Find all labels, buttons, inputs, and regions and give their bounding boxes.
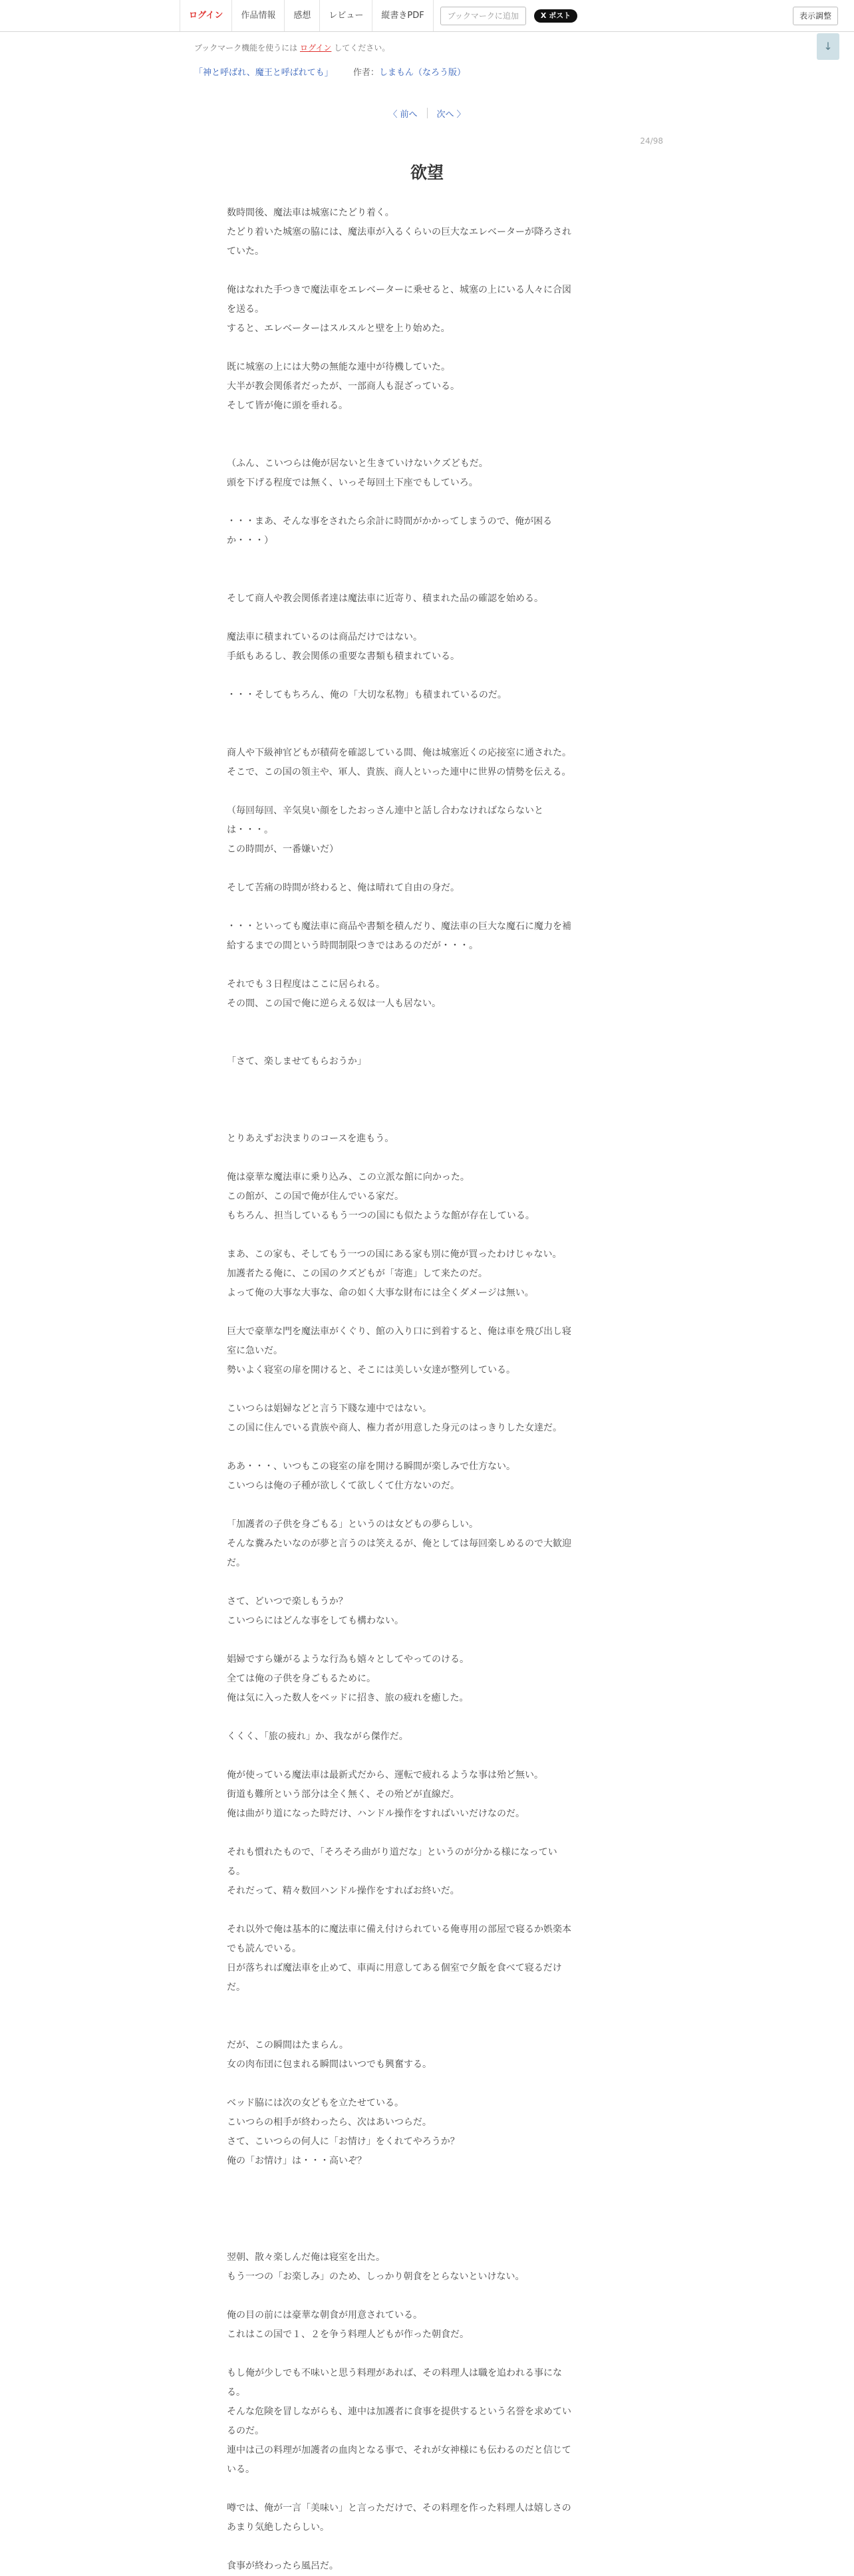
body-line: は・・・。 — [227, 825, 273, 835]
chapter-title: 欲望 — [410, 163, 444, 182]
body-line — [227, 1380, 626, 1399]
body-line — [227, 1747, 626, 1766]
body-line: とりあえずお決まりのコースを進もう。 — [227, 1133, 394, 1144]
body-line — [227, 1573, 626, 1592]
body-line: それでも３日程度はここに居られる。 — [227, 979, 385, 990]
body-line — [227, 2075, 626, 2094]
body-line: 給するまでの間という時間制限つきではあるのだが・・・。 — [227, 940, 478, 951]
body-line: 「加護者の子供を身ごもる」というのは女どもの夢らしい。 — [227, 1519, 478, 1530]
body-line: もう一つの「お楽しみ」のため、しっかり朝食をとらないといけない。 — [227, 2271, 525, 2282]
body-line — [227, 1824, 626, 1843]
body-line — [227, 551, 626, 570]
body-line: 俺の目の前には豪華な朝食が用意されている。 — [227, 2310, 422, 2321]
body-line: 俺の「お情け」は・・・高いぞ？ — [227, 2156, 366, 2166]
body-line: 大半が教会関係者だったが、一部商人も混ざっている。 — [227, 381, 460, 392]
body-line: それだって、精々数回ハンドル操作をすればお終いだ。 — [227, 1886, 460, 1896]
body-line: 街道も難所という部分は全く無く、その殆どが直線だ。 — [227, 1789, 460, 1800]
body-line: でも読んでいる。 — [227, 1943, 301, 1954]
body-line: すると、エレベーターはスルスルと壁を上り始めた。 — [227, 323, 450, 334]
body-line: いる。 — [227, 2464, 255, 2475]
body-line — [227, 1091, 626, 1110]
body-line: 商人や下級神官どもが積荷を確認している間、俺は城塞近くの応接室に通された。 — [227, 748, 571, 758]
author-link[interactable]: しまもん（なろう版） — [378, 68, 466, 78]
body-line: そして苦痛の時間が終わると、俺は晴れて自由の身だ。 — [227, 883, 460, 893]
body-line: こいつらは俺の子種が欲しくて欲しくて仕方ないのだ。 — [227, 1481, 460, 1491]
body-line — [227, 2537, 626, 2557]
body-line — [227, 2017, 626, 2036]
body-line: それも慣れたもので、「そろそろ曲がり道だな」というのが分かる様になってい — [227, 1847, 557, 1858]
body-line — [227, 1014, 626, 1033]
body-line: 女の肉布団に包まれる瞬間はいつでも興奮する。 — [227, 2059, 432, 2070]
body-line: 頭を下げる程度では無く、いっそ毎回土下座でもしていろ。 — [227, 478, 478, 488]
prev-chapter-link[interactable]: 〈 前へ — [388, 109, 418, 120]
body-line: だ。 — [227, 1558, 245, 1568]
body-line: る。 — [227, 2387, 245, 2398]
body-line: ああ・・・、いつもこの寝室の扉を開ける瞬間が楽しみで仕方ない。 — [227, 1461, 515, 1472]
body-line — [227, 1033, 626, 1052]
body-line: たどり着いた城塞の脇には、魔法車が入るくらいの巨大なエレベーターが降ろされ — [227, 227, 571, 237]
body-line: 巨大で豪華な門を魔法車がくぐり、館の入り口に到着すると、俺は車を飛び出し寝 — [227, 1326, 571, 1337]
work-title-link[interactable]: 「神と呼ばれ、魔王と呼ばれても」 — [194, 68, 333, 78]
body-line — [227, 1901, 626, 1920]
body-line: この国に住んでいる貴族や商人、権力者が用意した身元のはっきりした女達だ。 — [227, 1423, 562, 1433]
body-line — [227, 2171, 626, 2190]
body-line — [227, 1708, 626, 1727]
notice-suffix: してください。 — [331, 43, 390, 53]
body-line: （ふん、こいつらは俺が居ないと生きていけないクズどもだ。 — [227, 458, 488, 469]
body-line: 娼婦ですら嫌がるような行為も嬉々としてやってのける。 — [227, 1654, 469, 1665]
x-post-button[interactable]: X ポスト — [534, 9, 577, 23]
nav-login[interactable]: ログイン — [180, 0, 231, 31]
body-line — [227, 2480, 626, 2499]
body-line: そんな糞みたいなのが夢と言うのは笑えるが、俺としては毎回楽しめるので大歓迎 — [227, 1538, 571, 1549]
body-line — [227, 339, 626, 358]
body-line: だが、この瞬間はたまらん。 — [227, 2040, 349, 2051]
body-line: 俺は豪華な魔法車に乗り込み、この立派な館に向かった。 — [227, 1172, 470, 1183]
body-line: ていた。 — [227, 246, 264, 257]
body-line: こいつらは娼婦などと言う下賤な連中ではない。 — [227, 1403, 432, 1414]
nav-impressions[interactable]: 感想 — [284, 0, 319, 31]
body-line: そして商人や教会関係者達は魔法車に近寄り、積まれた品の確認を始める。 — [227, 593, 543, 604]
body-line: る。 — [227, 1866, 245, 1877]
body-line — [227, 1496, 626, 1515]
body-line: 噂では、俺が一言「美味い」と言っただけで、その料理を作った料理人は嬉しさの — [227, 2503, 571, 2513]
page-count: 24/98 — [640, 136, 663, 146]
body-line: 室に急いだ。 — [227, 1346, 283, 1356]
body-line — [227, 1997, 626, 2017]
body-line: だ。 — [227, 1982, 245, 1993]
body-line: ・・・そしてもちろん、俺の「大切な私物」も積まれているのだ。 — [227, 690, 507, 700]
body-line: もし俺が少しでも不味いと思う料理があれば、その料理人は職を追われる事にな — [227, 2368, 562, 2378]
notice-prefix: ブックマーク機能を使うには — [194, 43, 300, 53]
body-line: 俺が使っている魔法車は最新式だから、運転で疲れるような事は殆ど無い。 — [227, 1770, 543, 1781]
body-line: （毎回毎回、辛気臭い顔をしたおっさん連中と話し合わなければならないと — [227, 805, 543, 816]
body-line — [227, 1303, 626, 1322]
body-line: 俺は気に入った数人をベッドに招き、旅の疲れを癒した。 — [227, 1693, 469, 1703]
body-line: 魔法車に積まれているのは商品だけではない。 — [227, 632, 422, 643]
body-line — [227, 1072, 626, 1091]
body-line — [227, 1110, 626, 1129]
body-line — [227, 956, 626, 975]
body-line: か・・・） — [227, 535, 273, 546]
body-line — [227, 435, 626, 454]
body-line: を送る。 — [227, 304, 264, 315]
body-line: 連中は己の料理が加護者の血肉となる事で、それが女神様にも伝わるのだと信じて — [227, 2445, 571, 2456]
body-line: 食事が終わったら風呂だ。 — [227, 2561, 339, 2571]
body-line — [227, 2210, 626, 2229]
body-line: 加護者たる俺に、この国のクズどもが「寄進」して来たのだ。 — [227, 1268, 488, 1279]
body-line — [227, 261, 626, 281]
top-navigation-bar — [0, 0, 854, 32]
body-line: くくく、「旅の疲れ」か、我ながら傑作だ。 — [227, 1731, 408, 1742]
body-line: これはこの国で１、２を争う料理人どもが作った朝食だ。 — [227, 2329, 469, 2340]
nav-vertical-pdf[interactable]: 縦書きPDF — [372, 0, 433, 31]
body-line — [227, 859, 626, 879]
body-line — [227, 782, 626, 801]
next-chapter-link[interactable]: 次へ 〉 — [436, 109, 466, 120]
body-line: さて、こいつらの何人に「お情け」をくれてやろうか？ — [227, 2136, 460, 2147]
body-line — [227, 1149, 626, 1168]
body-line — [227, 2345, 626, 2364]
body-line: こいつらの相手が終わったら、次はあいつらだ。 — [227, 2117, 432, 2128]
body-line: ・・・といっても魔法車に商品や書類を積んだり、魔法車の巨大な魔石に魔力を補 — [227, 921, 571, 932]
author-label: 作者： — [353, 68, 379, 78]
body-line — [227, 1631, 626, 1650]
body-line — [227, 666, 626, 686]
body-line: 手紙もあるし、教会関係の重要な書類も積まれている。 — [227, 651, 460, 662]
body-line: ベッド脇には次の女どもを立たせている。 — [227, 2098, 404, 2108]
body-line: こいつらにはどんな事をしても構わない。 — [227, 1616, 404, 1626]
bookmark-login-notice — [194, 42, 390, 53]
body-line — [227, 705, 626, 724]
display-adjust-button[interactable]: 表示調整 — [793, 7, 838, 25]
body-line: まあ、この家も、そしてもう一つの国にある家も別に俺が買ったわけじゃない。 — [227, 1249, 562, 1260]
body-line — [227, 609, 626, 628]
body-line — [227, 724, 626, 744]
body-line: その間、この国で俺に逆らえる奴は一人も居ない。 — [227, 998, 441, 1009]
body-line — [227, 2190, 626, 2210]
body-line: 俺はなれた手つきで魔法車をエレベーターに乗せると、城塞の上にいる人々に合図 — [227, 285, 571, 295]
body-line: そして皆が俺に頭を垂れる。 — [227, 400, 348, 411]
arrow-down-icon[interactable]: ↓ — [817, 33, 839, 60]
body-line — [227, 898, 626, 917]
chapter-pager — [370, 105, 484, 121]
chapter-body — [227, 204, 626, 2576]
body-line: 翌朝、散々楽しんだ俺は寝室を出た。 — [227, 2252, 385, 2263]
body-line: もちろん、担当しているもう一つの国にも似たような館が存在している。 — [227, 1211, 535, 1221]
body-line: この時間が、一番嫌いだ） — [227, 844, 339, 855]
body-line — [227, 1226, 626, 1245]
body-line: この館が、この国で俺が住んでいる家だ。 — [227, 1191, 404, 1202]
body-line — [227, 493, 626, 512]
body-line: 日が落ちれば魔法車を止めて、車両に用意してある個室で夕飯を食べて寝るだけ — [227, 1963, 562, 1973]
body-line: さて、どいつで楽しもうか？ — [227, 1596, 348, 1607]
body-line — [227, 2287, 626, 2306]
body-line: 「さて、楽しませてもらおうか」 — [227, 1056, 366, 1067]
body-line: 俺は曲がり道になった時だけ、ハンドル操作をすればいいだけなのだ。 — [227, 1808, 525, 1819]
body-line: 既に城塞の上には大勢の無能な連中が待機していた。 — [227, 362, 450, 372]
body-line: 勢いよく寝室の扉を開けると、そこには美しい女達が整列している。 — [227, 1365, 515, 1375]
body-line: ・・・まあ、そんな事をされたら余計に時間がかかってしまうので、俺が困る — [227, 516, 553, 527]
body-line: 数時間後、魔法車は城塞にたどり着く。 — [227, 208, 394, 218]
work-info — [194, 65, 466, 78]
body-line — [227, 2229, 626, 2248]
body-line: るのだ。 — [227, 2426, 264, 2436]
body-line — [227, 570, 626, 589]
body-line: そんな危険を冒しながらも、連中は加護者に食事を提供するという名誉を求めてい — [227, 2406, 571, 2417]
body-line: あまり気絶したらしい。 — [227, 2522, 329, 2533]
body-line: それ以外で俺は基本的に魔法車に備え付けられている俺専用の部屋で寝るか娯楽本 — [227, 1924, 571, 1935]
nav-work-info[interactable]: 作品情報 — [231, 0, 284, 31]
body-line — [227, 1438, 626, 1457]
nav-review[interactable]: レビュー — [319, 0, 372, 31]
body-line — [227, 416, 626, 435]
notice-login-link[interactable]: ログイン — [299, 43, 332, 53]
nav-list — [180, 0, 577, 31]
body-line: そこで、この国の領主や、軍人、貴族、商人といった連中に世界の情勢を伝える。 — [227, 767, 571, 778]
body-line: 全ては俺の子供を身ごもるために。 — [227, 1673, 376, 1684]
body-line: よって俺の大事な大事な、命の如く大事な財布には全くダメージは無い。 — [227, 1288, 534, 1298]
add-bookmark-button[interactable]: ブックマークに追加 — [440, 7, 526, 25]
